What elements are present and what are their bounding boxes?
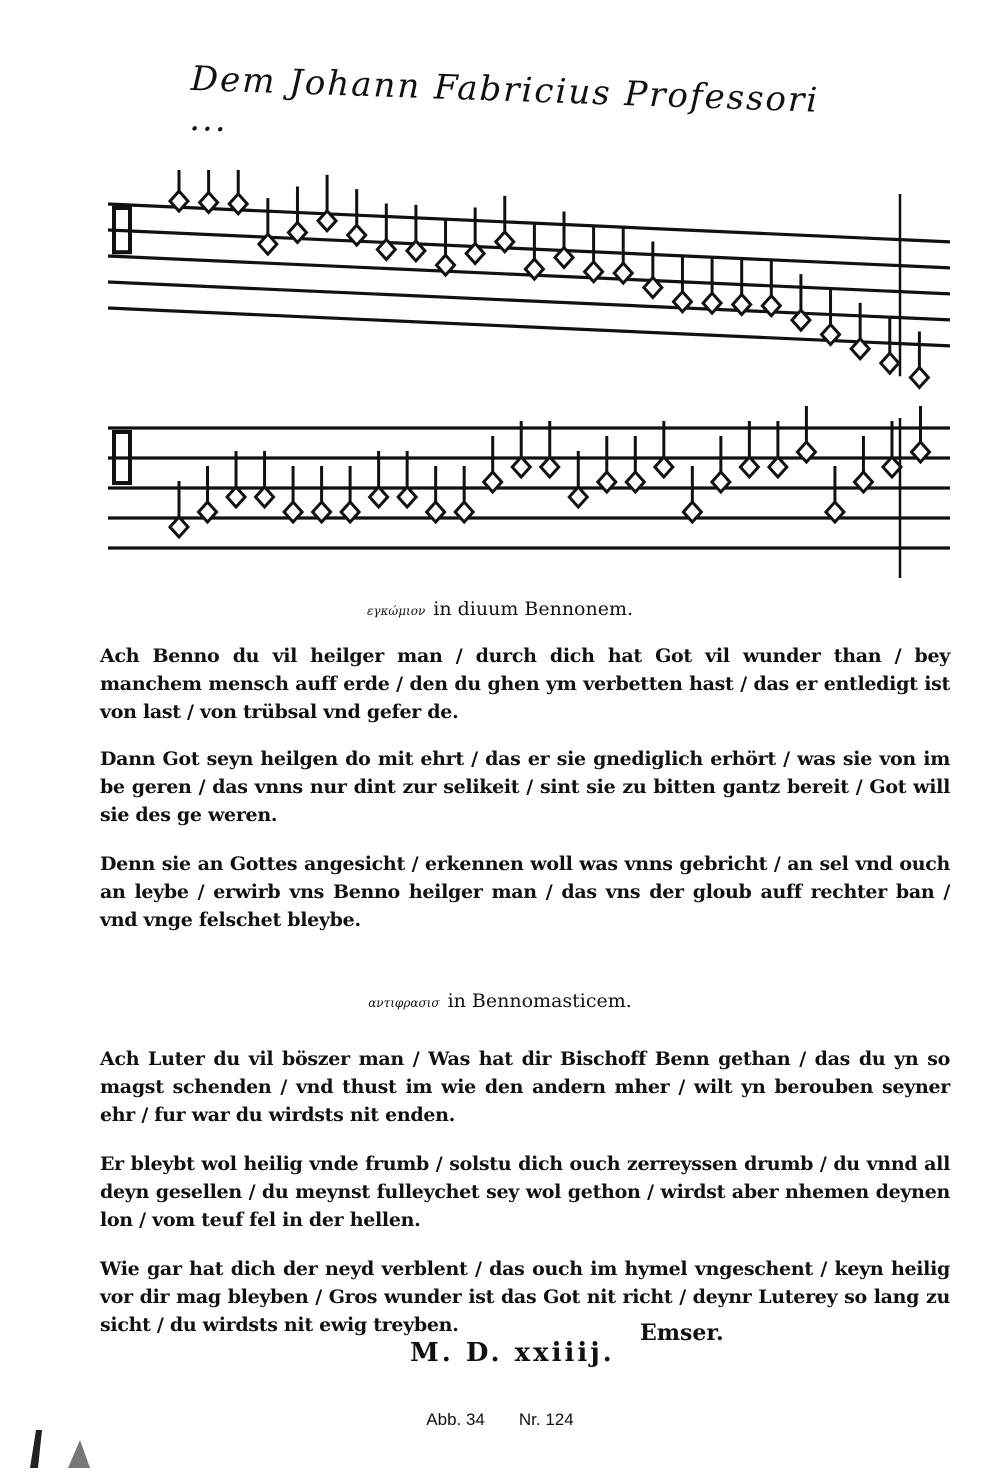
verse-1: Ach Benno du vil heilger man / durch dich hat Got vil wunder than / bey manchem mensch auff erde / den du ghen ym verbetten hast / das er entledigt ist von last / von trübsal vnd gefer de. [100,645,950,723]
note [525,223,543,279]
verse-4: Ach Luter du vil böszer man / Was hat dir Bischoff Benn gethan / das du yn so magst schenden / vnd thust im wie den andern mher / wilt yn berouben seyner ehr / fur war du wirdsts nit enden. [100,1048,950,1126]
author-signature: Emser. [640,1320,724,1346]
note [762,260,780,316]
note [496,196,514,252]
verse-5: Er bleybt wol heilig vnde frumb / solstu dich ouch zerreyssen drumb / du vnnd all deyn gesellen / du meynst fulleychet sey wol gethon / wirdst aber nhemen deynen lon / vom teuf fel in der hellen. [100,1153,950,1231]
note [626,436,644,492]
verse-6: Wie gar hat dich der neyd verblent / das ouch im hymel vngeschent / keyn heilig vor dir mag bleyben / Gros wunder ist das Got nit richt / deynr Luterey so lang zu sicht / du wirdsts nit ewig treyben. [100,1258,950,1336]
note [348,189,366,245]
note [466,207,484,263]
note [585,226,603,282]
music-staff-2 [100,370,970,590]
scan-edge-mark [28,1420,98,1470]
note [407,205,425,261]
note [826,466,844,522]
note [318,175,336,231]
note [822,288,840,344]
heading-text: in Bennomasticem. [447,990,632,1012]
note [733,258,751,314]
handwritten-dedication: Dem Johann Fabricius Professori ... [188,58,820,141]
note [455,466,473,522]
music-staff-1 [100,170,970,400]
note [683,466,701,522]
note [881,317,899,373]
heading-antiphrasis [0,990,1000,1012]
heading-greek-word: αντιφρασισ [368,996,440,1010]
note [200,170,218,212]
note [427,466,445,522]
note [797,406,815,462]
heading-greek-word: εγκώμιον [366,604,426,618]
note [851,303,869,359]
catalog-number: Nr. 124 [518,1410,574,1429]
note [284,466,302,522]
figure-label: Abb. 34 [426,1410,485,1429]
note [170,170,188,211]
note [712,436,730,492]
note [555,211,573,267]
note [259,198,277,254]
note [673,256,691,312]
note [313,466,331,522]
note [703,257,721,313]
note [229,170,247,214]
heading-text: in diuum Bennonem. [433,598,634,620]
heading-enkomion [0,598,1000,620]
figure-caption [0,1410,1000,1430]
note [341,466,359,522]
note [199,466,217,522]
verse-3: Denn sie an Gottes angesicht / erkennen woll was vnns gebricht / an sel vnd ouch an leybe / erwirb vns Benno heilger man / das vns der gloub auff rechter ban / vnd vnge felschet bleybe. [100,853,950,931]
note [614,227,632,283]
note [792,274,810,330]
verse-2: Dann Got seyn heilgen do mit ehrt / das er sie gnediglich erhört / was sie von im be geren / das vnns nur dint zur selikeit / sint sie zu bitten gantz bereit / Got will sie des ge weren. [100,748,950,826]
note [437,219,455,275]
date-line: M. D. xxiiij. [410,1338,615,1368]
note [288,186,306,242]
note [377,203,395,259]
note [644,241,662,297]
note [598,436,616,492]
note [484,436,502,492]
note [854,436,872,492]
note [911,406,929,462]
